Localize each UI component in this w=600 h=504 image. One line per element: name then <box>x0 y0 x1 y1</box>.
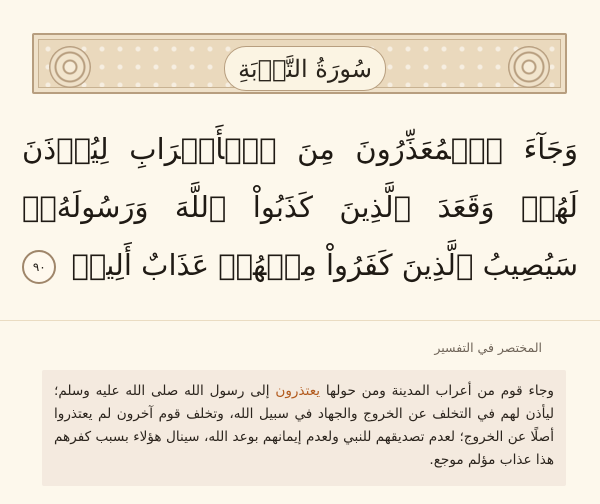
surah-title-cartouche <box>224 46 386 91</box>
tafsir-text-after: إلى رسول الله صلى الله عليه وسلم؛ ليأذن لهم في التخلف عن الخروج والجهاد في سبيل الله، وتخلف قوم آخرون لم يعتذروا أصلًا عن الخروج؛ لعدم تصديقهم للنبي ولعدم إيمانهم بوعد الله، سينال هؤلاء بسبب كفرهم هذا عذاب مؤلم موجع. <box>54 383 554 468</box>
tafsir-highlight-word[interactable]: يعتذرون <box>275 383 321 399</box>
tafsir-text <box>54 380 554 472</box>
section-divider <box>0 320 600 321</box>
rosette-ornament-icon <box>49 46 91 88</box>
tafsir-card <box>42 370 566 486</box>
rosette-ornament-icon <box>508 46 550 88</box>
tafsir-source-label: المختصر في التفسير <box>434 340 542 355</box>
verse-block[interactable] <box>22 120 578 294</box>
ayah-number-marker[interactable]: ٩٠ <box>22 250 56 284</box>
surah-title: سُورَةُ التَّوۡبَةِ <box>238 54 372 83</box>
verse-text: وَجَآءَ ٱلۡمُعَذِّرُونَ مِنَ ٱلۡأَعۡرَابِ لِيُؤۡذَنَ لَهُمۡ وَقَعَدَ ٱلَّذِينَ كَذَبُواْ ٱللَّهَ وَرَسُولَهُۥۚ سَيُصِيبُ ٱلَّذِينَ كَفَرُواْ مِنۡهُمۡ عَذَابٌ أَلِيمٞ <box>22 132 578 282</box>
banner-ornament-field <box>38 39 561 88</box>
tafsir-text-before: وجاء قوم من أعراب المدينة ومن حولها <box>320 383 554 399</box>
surah-header-banner <box>32 33 567 94</box>
